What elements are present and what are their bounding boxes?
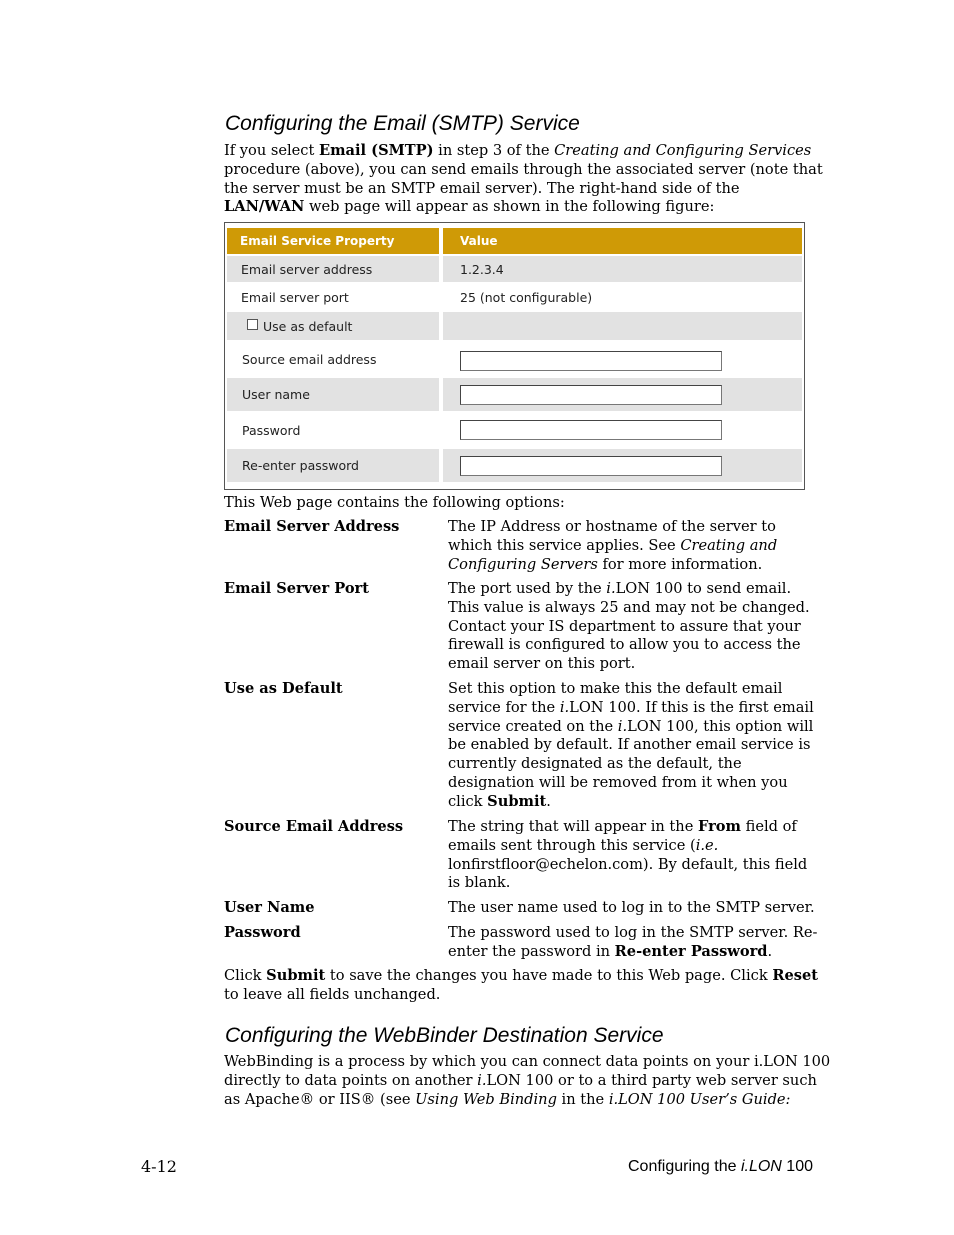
term-use-default: Use as Default	[224, 680, 343, 697]
table-row	[227, 284, 802, 310]
header-property: Email Service Property	[227, 228, 439, 254]
def-server-port: The port used by the i.LON 100 to send email. This value is always 25 and may not be changed. Contact your IS department to assure that your firewall is configured to allow you to access the email server on this port.	[448, 580, 810, 673]
page-number: 4-12	[141, 1157, 177, 1176]
use-as-default-checkbox[interactable]	[247, 319, 258, 330]
row-value	[443, 413, 802, 447]
row-label: Re-enter password	[227, 449, 439, 482]
row-value	[443, 378, 802, 411]
intro-paragraph: If you select Email (SMTP) in step 3 of the Creating and Configuring Services procedure (above), you can send emails through the associated server (note that the server must be an SMTP email server). The right-hand side of the LAN/WAN web page will appear as shown in the following figure:	[224, 142, 823, 216]
table-header-row	[227, 228, 802, 254]
table-row	[227, 342, 802, 376]
webbinder-paragraph: WebBinding is a process by which you can connect data points on your i.LON 100 directly to data points on another i.LON 100 or to a third party web server such as Apache® or IIS® (see Using Web Binding in the i.LON 100 User’s Guide:	[224, 1053, 831, 1108]
row-label: Source email address	[227, 342, 439, 376]
table-row	[227, 256, 802, 282]
closing-paragraph: Click Submit to save the changes you have made to this Web page. Click Reset to leave all fields unchanged.	[224, 967, 818, 1003]
row-value: 1.2.3.4	[443, 256, 802, 282]
footer-title: Configuring the i.LON 100	[627, 1158, 813, 1175]
table-row	[227, 312, 802, 340]
table-row	[227, 449, 802, 482]
row-label: Password	[227, 413, 439, 447]
term-server-address: Email Server Address	[224, 518, 400, 535]
use-default-cell	[227, 312, 439, 340]
def-password: The password used to log in the SMTP server. Re- enter the password in Re-enter Password.	[448, 924, 818, 960]
def-source-address: The string that will appear in the From field of emails sent through this service (i.e. lonfirstfloor@echelon.com). By default, this field is blank.	[448, 818, 808, 892]
def-server-address: The IP Address or hostname of the server to which this service applies. See Creating and Configuring Servers for more information.	[448, 518, 778, 573]
def-user-name: The user name used to log in to the SMTP server.	[448, 899, 815, 916]
header-value: Value	[443, 228, 802, 254]
row-label: User name	[227, 378, 439, 411]
row-label: Email server address	[227, 256, 439, 282]
term-user-name: User Name	[224, 899, 315, 916]
use-as-default-label: Use as default	[263, 318, 353, 334]
source-email-input[interactable]	[460, 351, 722, 371]
reenter-password-input[interactable]	[460, 456, 722, 476]
term-source-address: Source Email Address	[224, 818, 404, 835]
row-value	[443, 449, 802, 482]
term-password: Password	[224, 924, 301, 941]
password-input[interactable]	[460, 420, 722, 440]
row-value: 25 (not configurable)	[443, 284, 802, 310]
table-row	[227, 413, 802, 447]
term-server-port: Email Server Port	[224, 580, 369, 597]
def-use-default: Set this option to make this the default email service for the i.LON 100. If this is the first email service created on the i.LON 100, this option will be enabled by default. If another email service is currently designated as the default, the designation will be removed from it when you click Submit.	[448, 680, 814, 810]
row-label: Email server port	[227, 284, 439, 310]
row-value	[443, 342, 802, 376]
section-heading-webbinder: Configuring the WebBinder Destination Service	[225, 1024, 664, 1047]
row-value	[443, 312, 802, 340]
user-name-input[interactable]	[460, 385, 722, 405]
section-heading-smtp: Configuring the Email (SMTP) Service	[225, 112, 580, 135]
options-intro: This Web page contains the following options:	[224, 494, 565, 511]
table-row	[227, 378, 802, 411]
email-service-figure	[224, 222, 805, 490]
